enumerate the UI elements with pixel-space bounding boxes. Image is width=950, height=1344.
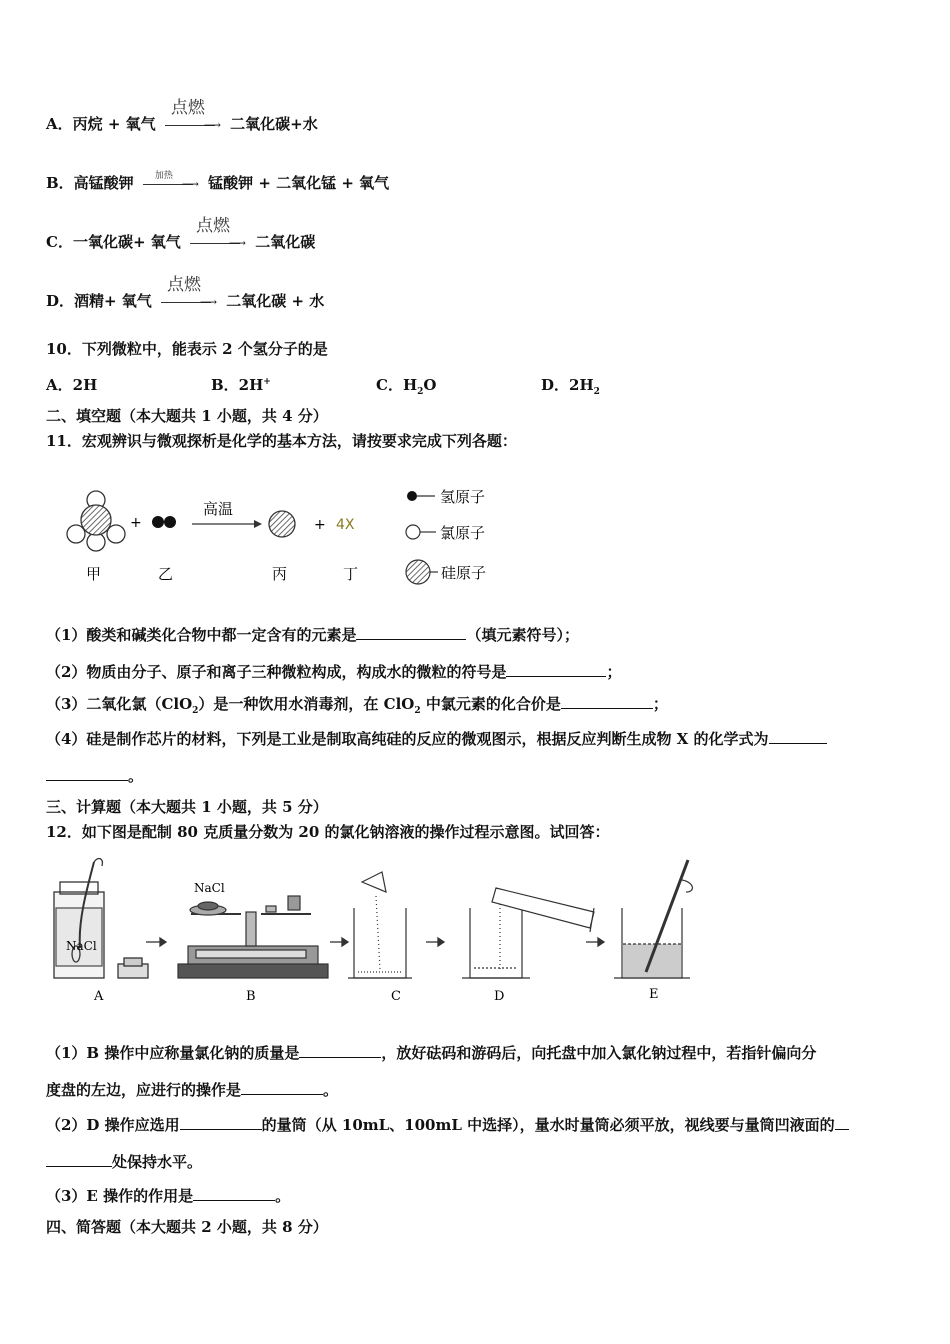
svg-text:氯原子: 氯原子 bbox=[440, 524, 486, 542]
plus-sign: + bbox=[314, 517, 326, 533]
q12-stem: 12．如下图是配制 80 克质量分数为 20 的氯化钠溶液的操作过程示意图。试回答： bbox=[46, 823, 610, 841]
figure-e-stirring bbox=[614, 860, 692, 978]
q12-part-2: （2）D 操作应选用 的量筒（从 10mL、100mL 中选择），量水时量筒必须平放，视线要与量筒凹液面的 bbox=[46, 1113, 849, 1135]
answer-blank[interactable] bbox=[769, 727, 827, 744]
q11-part-4-cont: 。 bbox=[46, 764, 143, 786]
figure-c-beaker bbox=[348, 872, 412, 978]
condition-text: 点燃 bbox=[170, 98, 205, 118]
q9-option-d-result: 二氧化碳 + 水 bbox=[226, 292, 325, 310]
answer-blank[interactable] bbox=[506, 660, 606, 677]
q12-part-3: （3）E 操作的作用是 。 bbox=[46, 1184, 290, 1206]
q10-stem: 10．下列微粒中，能表示 2 个氢分子的是 bbox=[46, 340, 328, 358]
reaction-arrow: 点燃 ⟶ bbox=[161, 292, 217, 312]
arrow-d-e bbox=[586, 938, 604, 946]
legend-silicon bbox=[406, 560, 486, 584]
label-d: D bbox=[494, 989, 505, 1004]
section-heading-calculation: 三、计算题（本大题共 1 小题，共 5 分） bbox=[46, 798, 328, 816]
q12-procedure-figure bbox=[46, 852, 716, 1010]
label-nacl-bottle: NaCl bbox=[66, 939, 97, 953]
answer-blank[interactable] bbox=[356, 623, 466, 640]
label-yi: 乙 bbox=[158, 565, 174, 583]
label-b: B bbox=[246, 989, 256, 1004]
reaction-arrow: 加热 ⟶ bbox=[143, 174, 199, 194]
product-4x: 4X bbox=[336, 517, 355, 533]
label-c: C bbox=[391, 989, 401, 1004]
q9-option-c-label: C．一氧化碳+ 氧气 bbox=[46, 233, 181, 251]
label-nacl-balance: NaCl bbox=[194, 881, 225, 895]
answer-blank[interactable] bbox=[46, 764, 128, 781]
q10-option-b: B．2H+ bbox=[211, 376, 271, 394]
q12-part-1: （1）B 操作中应称量氯化钠的质量是 ，放好砝码和游码后，向托盘中加入氯化钠过程中，若指针偏向分 bbox=[46, 1041, 816, 1063]
q9-option-b-result: 锰酸钾 + 二氧化锰 + 氧气 bbox=[208, 174, 390, 192]
arrow-a-b bbox=[146, 938, 166, 946]
reaction-arrow: 点燃 ⟶ bbox=[165, 115, 221, 135]
answer-blank[interactable] bbox=[180, 1113, 262, 1130]
q12-part-1-cont: 度盘的左边，应进行的操作是 。 bbox=[46, 1078, 338, 1100]
figure-a-reagent-bottle bbox=[54, 859, 148, 978]
label-bing: 丙 bbox=[272, 565, 288, 583]
plus-sign: + bbox=[130, 515, 142, 531]
reaction-arrow bbox=[192, 520, 262, 528]
condition-high-temp: 高温 bbox=[203, 500, 234, 518]
answer-blank[interactable] bbox=[241, 1078, 323, 1095]
q9-option-c-result: 二氧化碳 bbox=[255, 233, 316, 251]
answer-blank[interactable] bbox=[299, 1041, 381, 1058]
label-ding: 丁 bbox=[343, 565, 359, 583]
condition-text: 加热 bbox=[154, 171, 173, 181]
reaction-arrow: 点燃 ⟶ bbox=[190, 233, 246, 253]
q9-option-b-label: B．高锰酸钾 bbox=[46, 174, 134, 192]
condition-text: 点燃 bbox=[195, 216, 230, 236]
condition-text: 点燃 bbox=[167, 275, 202, 295]
molecule-jia bbox=[67, 491, 125, 551]
label-jia: 甲 bbox=[86, 565, 102, 583]
q10-option-d: D．$2H_2$ bbox=[541, 376, 600, 397]
label-e: E bbox=[649, 987, 659, 1002]
q11-part-4: （4）硅是制作芯片的材料，下列是工业是制取高纯硅的反应的微观图示，根据反应判断生成物 X 的化学式为 bbox=[46, 727, 827, 749]
q10-option-c: C．$H_2O$ bbox=[376, 376, 437, 397]
legend-chlorine bbox=[406, 524, 485, 542]
q9-option-a bbox=[46, 98, 318, 135]
q11-reaction-diagram bbox=[60, 482, 510, 592]
q9-option-c bbox=[46, 216, 316, 253]
q9-option-d-label: D．酒精+ 氧气 bbox=[46, 292, 152, 310]
label-a: A bbox=[94, 989, 104, 1004]
section-heading-short-answer: 四、简答题（本大题共 2 小题，共 8 分） bbox=[46, 1218, 328, 1236]
q12-part-2-cont: 处保持水平。 bbox=[46, 1150, 202, 1172]
answer-blank[interactable] bbox=[561, 692, 653, 709]
q11-part-3: （3）二氧化氯（ClO$_2$）是一种饮用水消毒剂，在 ClO$_2$ 中氯元素的化合价是 ； bbox=[46, 692, 668, 721]
q11-part-1: （1）酸类和碱类化合物中都一定含有的元素是 （填元素符号）； bbox=[46, 623, 579, 645]
svg-text:氢原子: 氢原子 bbox=[440, 488, 486, 506]
answer-blank[interactable] bbox=[46, 1150, 112, 1167]
q11-part-2: （2）物质由分子、原子和离子三种微粒构成，构成水的微粒的符号是 ； bbox=[46, 660, 621, 682]
q11-stem: 11．宏观辨识与微观探析是化学的基本方法，请按要求完成下列各题： bbox=[46, 432, 517, 450]
q9-option-d bbox=[46, 275, 325, 312]
q9-option-b bbox=[46, 173, 389, 194]
svg-text:硅原子: 硅原子 bbox=[441, 564, 487, 582]
figure-d-pouring bbox=[462, 888, 594, 978]
molecule-bing bbox=[269, 511, 295, 537]
legend-hydrogen bbox=[407, 488, 485, 506]
arrow-c-d bbox=[426, 938, 444, 946]
figure-b-balance bbox=[178, 896, 328, 978]
q10-options bbox=[46, 372, 706, 402]
q9-option-a-result: 二氧化碳+水 bbox=[230, 115, 318, 133]
molecule-yi bbox=[152, 516, 176, 528]
arrow-b-c bbox=[330, 938, 348, 946]
q10-option-a: A．2H bbox=[46, 376, 98, 394]
section-heading-fill-in: 二、填空题（本大题共 1 小题，共 4 分） bbox=[46, 407, 328, 425]
answer-blank[interactable] bbox=[835, 1113, 849, 1130]
q9-option-a-label: A．丙烷 + 氧气 bbox=[46, 115, 156, 133]
answer-blank[interactable] bbox=[193, 1184, 275, 1201]
